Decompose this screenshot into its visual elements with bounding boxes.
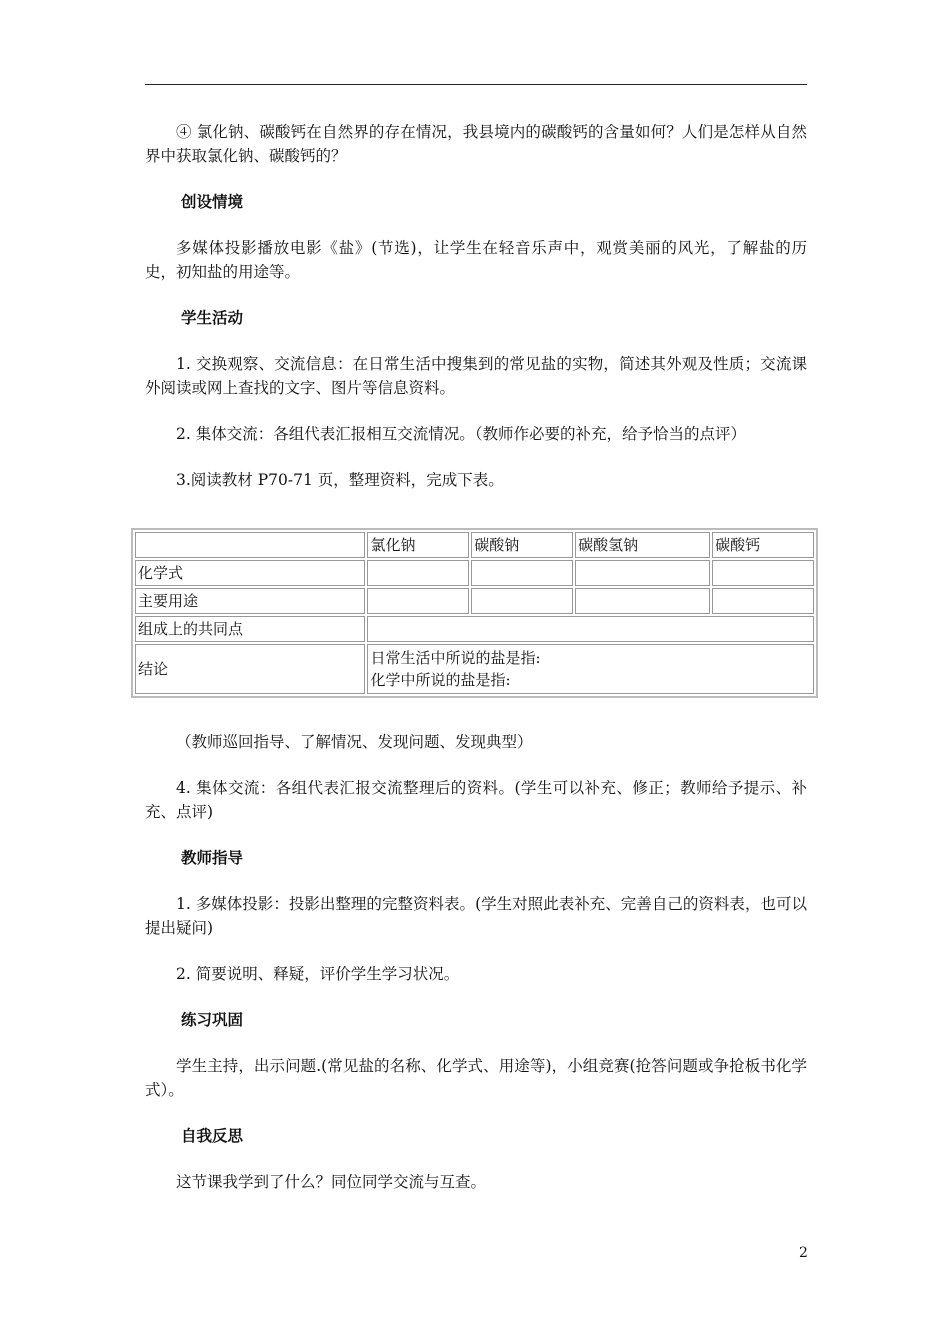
table-cell [367,616,814,642]
table-cell [471,588,573,614]
salt-comparison-table [131,528,818,698]
table-row [135,644,814,694]
paragraph: 1. 交换观察、交流信息：在日常生活中搜集到的常见盐的实物，简述其外观及性质；交流课外阅读或网上查找的文字、图片等信息资料。 [145,355,807,397]
row-label-formula: 化学式 [135,560,365,586]
paragraph: 3.阅读教材 P70-71 页，整理资料，完成下表。 [176,471,504,489]
table-cell [712,588,814,614]
paragraph: 1. 多媒体投影：投影出整理的完整资料表。(学生对照此表补充、完善自己的资料表，也可以提出疑问) [145,895,808,937]
conclusion-cell [367,644,814,694]
header-rule [145,84,807,85]
section-heading-guide: 教师指导 [181,849,244,867]
section-heading-scene: 创设情境 [181,193,244,211]
paragraph: 学生主持，出示问题.(常见盐的名称、化学式、用途等)，小组竞赛(抢答问题或争抢板书化学式）。 [145,1057,807,1099]
section-heading-practice: 练习巩固 [181,1011,244,1029]
row-label-conclusion: 结论 [135,644,365,694]
paragraph: 4. 集体交流：各组代表汇报交流整理后的资料。(学生可以补充、修正；教师给予提示、补充、点评) [145,779,807,821]
table-cell [471,560,573,586]
paragraph: （教师巡回指导、了解情况、发现问题、发现典型） [176,733,533,751]
table-header-cell: 碳酸氢钠 [575,532,710,558]
document-body-bottom [145,730,807,1194]
table-row [135,588,814,614]
table-header-row [135,532,814,558]
table-header-cell: 碳酸钠 [471,532,573,558]
table-cell [712,560,814,586]
conclusion-line: 化学中所说的盐是指: [370,671,511,689]
document-body-top [145,120,807,492]
table-header-cell [135,532,365,558]
paragraph: 2. 简要说明、释疑，评价学生学习状况。 [176,965,460,983]
section-heading-reflect: 自我反思 [181,1127,244,1145]
conclusion-line: 日常生活中所说的盐是指: [370,649,541,667]
paragraph: 这节课我学到了什么？同位同学交流与互查。 [176,1173,487,1191]
row-label-common: 组成上的共同点 [135,616,365,642]
row-label-use: 主要用途 [135,588,365,614]
paragraph: 2. 集体交流：各组代表汇报相互交流情况。（教师作必要的补充，给予恰当的点评） [176,425,746,443]
table-header-cell: 碳酸钙 [712,532,814,558]
section-heading-activity: 学生活动 [181,309,244,327]
table-cell [575,588,710,614]
table-row [135,616,814,642]
paragraph: 多媒体投影播放电影《盐》(节选)，让学生在轻音乐声中，观赏美丽的风光，了解盐的历史，初知盐的用途等。 [145,239,807,281]
table-header-cell: 氯化钠 [367,532,469,558]
table-cell [367,588,469,614]
paragraph: ④ 氯化钠、碳酸钙在自然界的存在情况，我县境内的碳酸钙的含量如何？人们是怎样从自然界中获取氯化钠、碳酸钙的？ [145,123,807,165]
table-cell [367,560,469,586]
table-row [135,560,814,586]
table-cell [575,560,710,586]
page-number: 2 [799,1245,808,1261]
